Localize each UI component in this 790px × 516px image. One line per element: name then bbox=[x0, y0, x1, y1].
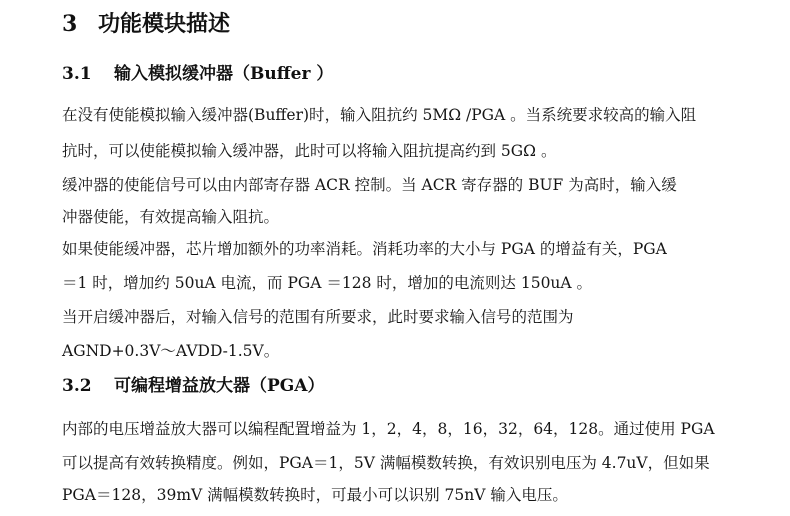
subsection-title: 输入模拟缓冲器（Buffer ） bbox=[114, 64, 334, 84]
paragraph-line: 如果使能缓冲器，芯片增加额外的功率消耗。消耗功率的大小与 PGA 的增益有关，PGA bbox=[62, 240, 667, 258]
paragraph-line: 抗时，可以使能模拟输入缓冲器，此时可以将输入阻抗提高约到 5GΩ 。 bbox=[62, 142, 557, 160]
paragraph-line: 冲器使能，有效提高输入阻抗。 bbox=[62, 208, 280, 226]
subsection-title: 可编程增益放大器（PGA） bbox=[114, 376, 325, 396]
paragraph-line: ＝1 时，增加约 50uA 电流，而 PGA ＝128 时，增加的电流则达 150uA 。 bbox=[62, 274, 593, 292]
subsection-number: 3.1 bbox=[62, 64, 92, 84]
paragraph-line: 可以提高有效转换精度。例如，PGA＝1，5V 满幅模数转换，有效识别电压为 4.7uV，但如果 bbox=[62, 454, 710, 472]
paragraph-line: AGND+0.3V～AVDD-1.5V。 bbox=[62, 342, 280, 360]
section-number: 3 bbox=[62, 11, 78, 37]
section-heading bbox=[62, 9, 230, 39]
paragraph-line: PGA＝128，39mV 满幅模数转换时，可最小可以识别 75nV 输入电压。 bbox=[62, 486, 568, 504]
paragraph-line: 内部的电压增益放大器可以编程配置增益为 1，2，4，8，16，32，64，128。通过使用 PGA bbox=[62, 420, 715, 438]
subsection-number: 3.2 bbox=[62, 376, 92, 396]
subsection-heading-3-2 bbox=[62, 374, 325, 398]
paragraph-line: 缓冲器的使能信号可以由内部寄存器 ACR 控制。当 ACR 寄存器的 BUF 为高时，输入缓 bbox=[62, 176, 677, 194]
section-title: 功能模块描述 bbox=[98, 11, 231, 37]
paragraph-line: 当开启缓冲器后，对输入信号的范围有所要求，此时要求输入信号的范围为 bbox=[62, 308, 574, 326]
subsection-heading-3-1 bbox=[62, 62, 333, 86]
paragraph-line: 在没有使能模拟输入缓冲器(Buffer)时，输入阻抗约 5MΩ /PGA 。当系统要求较高的输入阻 bbox=[62, 106, 697, 124]
